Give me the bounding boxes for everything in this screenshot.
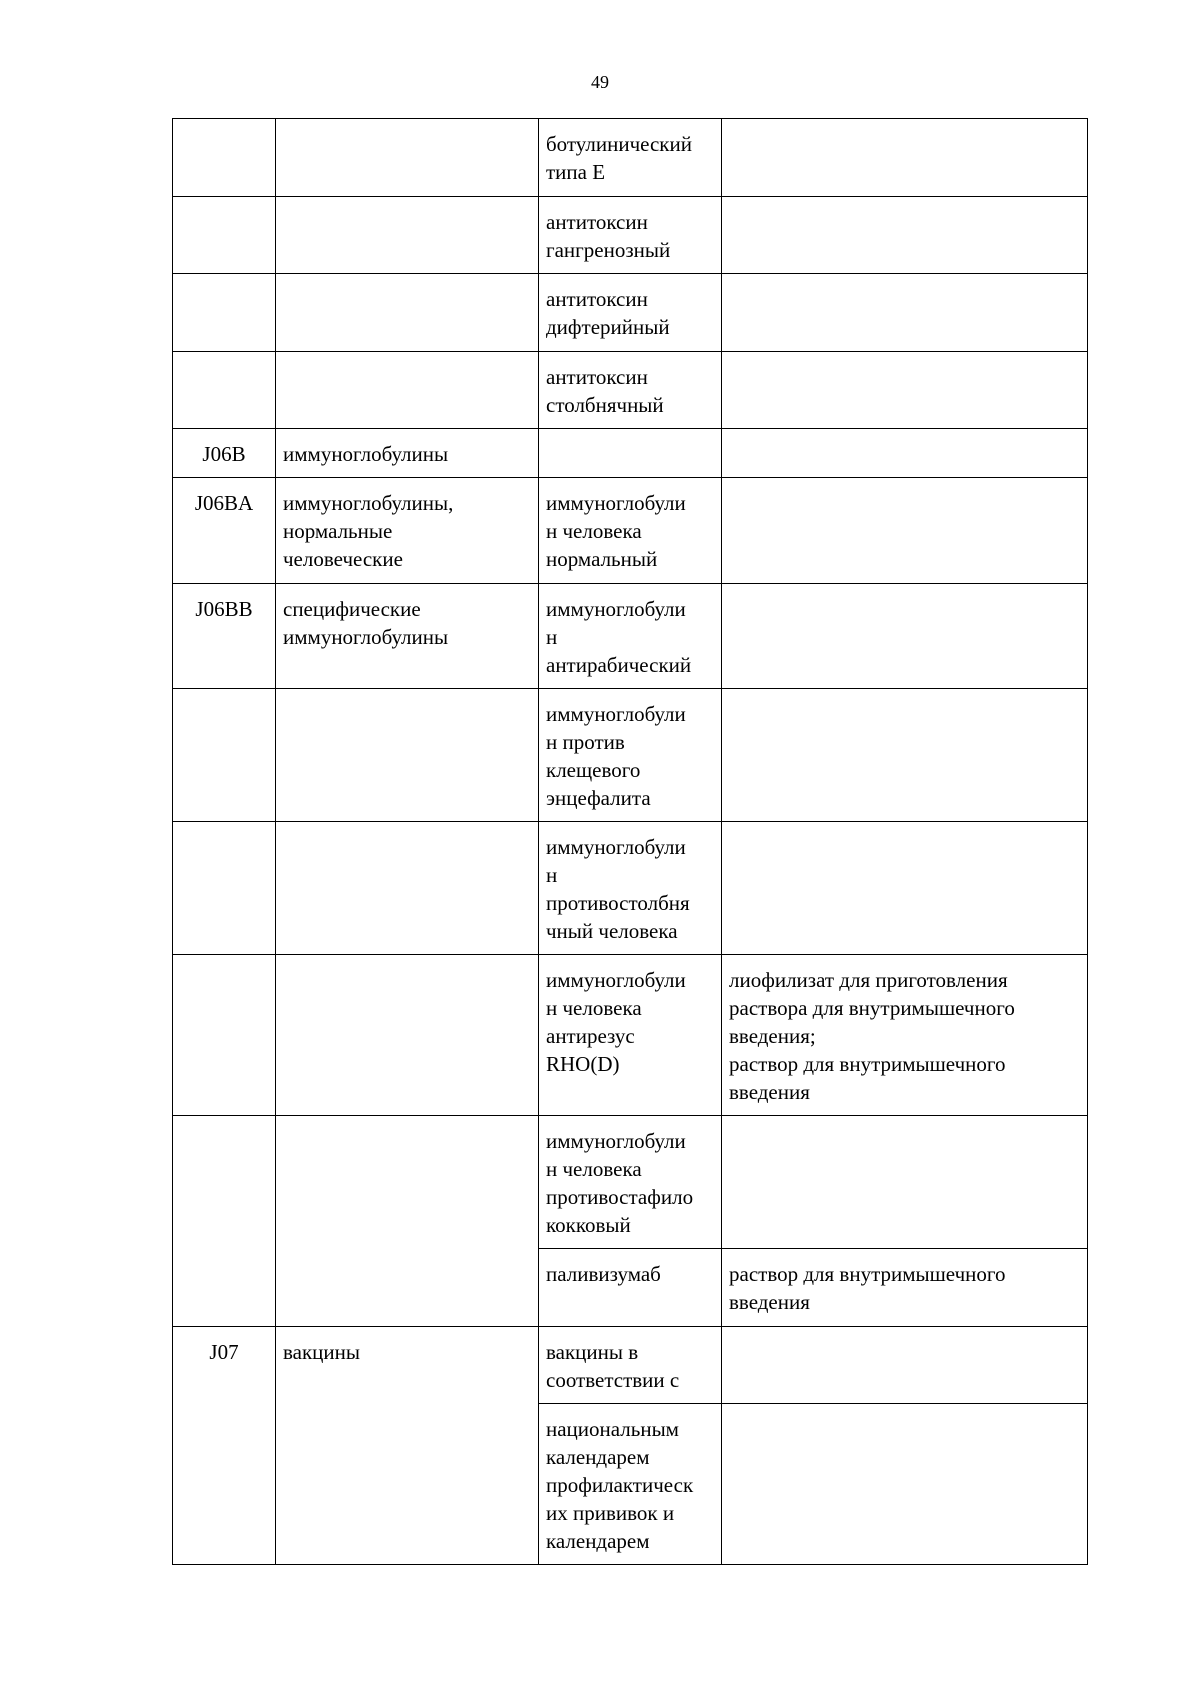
- table-row: [173, 1116, 1088, 1249]
- group-name-cell: [276, 274, 539, 352]
- atc-code-cell: J06B: [173, 429, 276, 478]
- atc-code-cell: [173, 274, 276, 352]
- group-name-cell: [276, 352, 539, 429]
- dosage-form-cell: [722, 274, 1088, 352]
- drug-name-cell: национальным календарем профилактическ их прививок и календарем: [539, 1404, 722, 1565]
- drug-name-cell: иммуноглобули н человека нормальный: [539, 478, 722, 584]
- dosage-form-cell: раствор для внутримышечного введения: [722, 1249, 1088, 1327]
- page-number: 49: [591, 72, 609, 92]
- table-row: [173, 197, 1088, 274]
- drug-name-cell: паливизумаб: [539, 1249, 722, 1327]
- dosage-form-cell: [722, 1404, 1088, 1565]
- atc-code-cell: [173, 822, 276, 955]
- drug-name-cell: иммуноглобули н антирабический: [539, 584, 722, 689]
- drug-name-cell: ботулинический типа E: [539, 119, 722, 197]
- dosage-form-cell: [722, 119, 1088, 197]
- drug-name-cell: иммуноглобули н человека антирезус RHO(D): [539, 955, 722, 1116]
- atc-code-cell: [173, 197, 276, 274]
- dosage-form-cell: [722, 1327, 1088, 1404]
- group-name-cell: иммуноглобулины, нормальные человеческие: [276, 478, 539, 584]
- table-row: [173, 955, 1088, 1116]
- table-row: [173, 274, 1088, 352]
- group-name-cell: специфические иммуноглобулины: [276, 584, 539, 689]
- atc-code-cell: [173, 119, 276, 197]
- atc-code-cell: [173, 352, 276, 429]
- drug-name-cell: антитоксин дифтерийный: [539, 274, 722, 352]
- group-name-cell: [276, 689, 539, 822]
- table-row: [173, 478, 1088, 584]
- dosage-form-cell: [722, 689, 1088, 822]
- drug-name-cell: иммуноглобули н человека противостафило кокковый: [539, 1116, 722, 1249]
- table-row: [173, 119, 1088, 197]
- atc-code-cell: [173, 1116, 276, 1327]
- drug-name-cell: иммуноглобули н против клещевого энцефалита: [539, 689, 722, 822]
- atc-code-cell: J07: [173, 1327, 276, 1565]
- dosage-form-cell: [722, 197, 1088, 274]
- dosage-form-cell: [722, 478, 1088, 584]
- table-row: [173, 1327, 1088, 1404]
- table-row: [173, 352, 1088, 429]
- group-name-cell: [276, 822, 539, 955]
- group-name-cell: вакцины: [276, 1327, 539, 1565]
- atc-code-cell: [173, 955, 276, 1116]
- drug-name-cell: [539, 429, 722, 478]
- drug-name-cell: антитоксин столбнячный: [539, 352, 722, 429]
- table-row: [173, 429, 1088, 478]
- drug-name-cell: иммуноглобули н противостолбня чный человека: [539, 822, 722, 955]
- drug-name-cell: антитоксин гангренозный: [539, 197, 722, 274]
- group-name-cell: иммуноглобулины: [276, 429, 539, 478]
- dosage-form-cell: лиофилизат для приготовления раствора для внутримышечного введения; раствор для внутримышечного введения: [722, 955, 1088, 1116]
- atc-code-cell: J06BB: [173, 584, 276, 689]
- dosage-form-cell: [722, 429, 1088, 478]
- group-name-cell: [276, 1116, 539, 1327]
- atc-code-cell: [173, 689, 276, 822]
- drug-classification-table: [172, 118, 1088, 1565]
- dosage-form-cell: [722, 352, 1088, 429]
- table-row: [173, 584, 1088, 689]
- table-row: [173, 822, 1088, 955]
- atc-code-cell: J06BA: [173, 478, 276, 584]
- dosage-form-cell: [722, 822, 1088, 955]
- dosage-form-cell: [722, 584, 1088, 689]
- table-row: [173, 689, 1088, 822]
- dosage-form-cell: [722, 1116, 1088, 1249]
- group-name-cell: [276, 955, 539, 1116]
- drug-name-cell: вакцины в соответствии с: [539, 1327, 722, 1404]
- group-name-cell: [276, 197, 539, 274]
- group-name-cell: [276, 119, 539, 197]
